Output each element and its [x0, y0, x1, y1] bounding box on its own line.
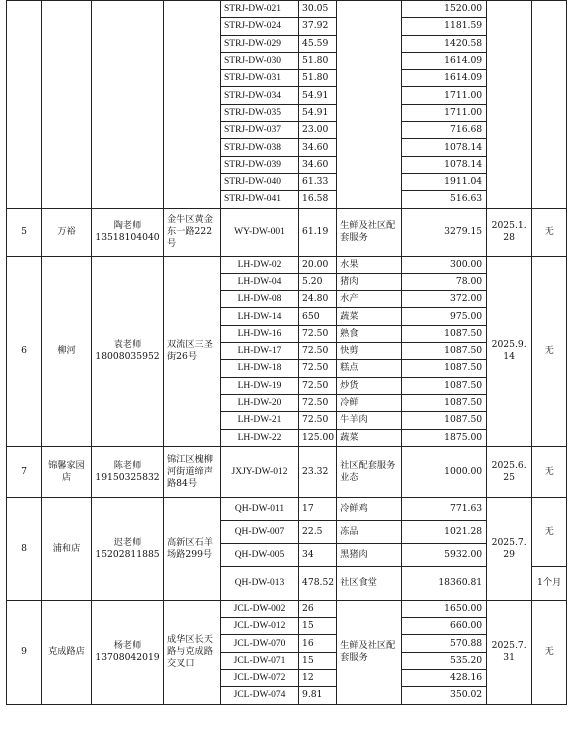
unit-area: 23.32 [299, 446, 337, 497]
unit-code: STRJ-DW-031 [221, 70, 299, 87]
store-address: 锦江区槐柳河街道缔声路84号 [164, 446, 221, 497]
rent-amount: 1087.50 [402, 325, 487, 342]
business-category: 社区食堂 [337, 566, 402, 600]
business-category: 水果 [337, 256, 402, 273]
table-row [7, 446, 567, 497]
rent-amount: 3279.15 [402, 208, 487, 256]
table-row [7, 256, 567, 273]
business-category: 冻品 [337, 520, 402, 543]
rent-amount: 570.88 [402, 635, 487, 652]
unit-code: STRJ-DW-041 [221, 191, 299, 208]
row-number: 9 [7, 600, 42, 704]
contact-cell [92, 256, 164, 446]
table-row [7, 600, 567, 617]
unit-area: 54.91 [299, 87, 337, 104]
unit-area: 125.00 [299, 429, 337, 446]
unit-code: STRJ-DW-037 [221, 122, 299, 139]
rent-amount: 535.20 [402, 652, 487, 669]
table-row [7, 208, 567, 256]
unit-code: STRJ-DW-039 [221, 156, 299, 173]
rent-free-period: 1个月 [532, 566, 567, 600]
business-category: 社区配套服务业态 [337, 446, 402, 497]
unit-code: LH-DW-17 [221, 343, 299, 360]
unit-area: 37.92 [299, 18, 337, 35]
unit-code: JCL-DW-070 [221, 635, 299, 652]
contact-cell [92, 208, 164, 256]
row-number [7, 1, 42, 209]
unit-code: JCL-DW-002 [221, 600, 299, 617]
contact-name: 杨老师 [113, 640, 142, 652]
contact-cell [92, 1, 164, 209]
business-category: 熟食 [337, 325, 402, 342]
rent-amount: 1181.59 [402, 18, 487, 35]
unit-area: 45.59 [299, 35, 337, 52]
unit-area: 23.00 [299, 122, 337, 139]
unit-code: LH-DW-08 [221, 291, 299, 308]
unit-code: STRJ-DW-030 [221, 52, 299, 69]
rent-amount: 1000.00 [402, 446, 487, 497]
unit-area: 72.50 [299, 394, 337, 411]
rent-free-period: 无 [532, 208, 567, 256]
table-row [7, 1, 567, 18]
unit-code: LH-DW-22 [221, 429, 299, 446]
rent-amount: 1650.00 [402, 600, 487, 617]
unit-area: 72.50 [299, 377, 337, 394]
unit-area: 12 [299, 670, 337, 687]
rent-amount: 1078.14 [402, 156, 487, 173]
rent-amount: 1021.28 [402, 520, 487, 543]
unit-code: JCL-DW-071 [221, 652, 299, 669]
unit-area: 16 [299, 635, 337, 652]
unit-code: QH-DW-007 [221, 520, 299, 543]
unit-area: 34.60 [299, 156, 337, 173]
rent-amount: 78.00 [402, 273, 487, 290]
contact-phone: 15202811885 [95, 548, 160, 560]
unit-area: 61.33 [299, 173, 337, 190]
unit-code: JCL-DW-012 [221, 618, 299, 635]
shop-lease-table [6, 0, 567, 705]
unit-area: 72.50 [299, 412, 337, 429]
rent-free-period: 无 [532, 600, 567, 704]
business-category: 水产 [337, 291, 402, 308]
rent-amount: 350.02 [402, 687, 487, 704]
store-name: 克成路店 [42, 600, 92, 704]
unit-area: 16.58 [299, 191, 337, 208]
contact-cell [92, 497, 164, 600]
rent-amount: 660.00 [402, 618, 487, 635]
rent-amount: 1087.50 [402, 360, 487, 377]
unit-area: 72.50 [299, 343, 337, 360]
contact-name: 陶老师 [113, 220, 142, 232]
unit-area: 17 [299, 497, 337, 520]
unit-area: 15 [299, 618, 337, 635]
table-row [7, 497, 567, 520]
rent-amount: 1711.00 [402, 104, 487, 121]
rent-amount: 1078.14 [402, 139, 487, 156]
unit-area: 478.52 [299, 566, 337, 600]
contact-name: 陈老师 [113, 459, 142, 471]
rent-amount: 1911.04 [402, 173, 487, 190]
rent-free-period: 无 [532, 446, 567, 497]
unit-area: 5.20 [299, 273, 337, 290]
rent-amount: 516.63 [402, 191, 487, 208]
unit-area: 30.05 [299, 1, 337, 18]
row-number: 6 [7, 256, 42, 446]
unit-code: STRJ-DW-029 [221, 35, 299, 52]
rent-amount: 300.00 [402, 256, 487, 273]
rent-amount: 372.00 [402, 291, 487, 308]
unit-code: QH-DW-011 [221, 497, 299, 520]
store-name: 浦和店 [42, 497, 92, 600]
business-category: 牛羊肉 [337, 412, 402, 429]
rent-amount: 771.63 [402, 497, 487, 520]
business-category: 生鲜及社区配套服务 [337, 600, 402, 704]
store-address: 高新区石羊场路299号 [164, 497, 221, 600]
rent-amount: 1087.50 [402, 412, 487, 429]
rent-amount: 1875.00 [402, 429, 487, 446]
store-name [42, 1, 92, 209]
rent-amount: 1087.50 [402, 343, 487, 360]
business-category: 蔬菜 [337, 429, 402, 446]
business-category: 蔬菜 [337, 308, 402, 325]
store-address: 双流区三圣街26号 [164, 256, 221, 446]
unit-code: JCL-DW-072 [221, 670, 299, 687]
unit-code: QH-DW-013 [221, 566, 299, 600]
rent-amount: 5932.00 [402, 543, 487, 566]
store-address: 成华区长天路与克成路交叉口 [164, 600, 221, 704]
unit-code: LH-DW-14 [221, 308, 299, 325]
business-category: 生鲜及社区配套服务 [337, 208, 402, 256]
unit-area: 34.60 [299, 139, 337, 156]
row-number: 8 [7, 497, 42, 600]
business-category: 糕点 [337, 360, 402, 377]
unit-code: JCL-DW-074 [221, 687, 299, 704]
store-address: 金牛区黄金东一路222号 [164, 208, 221, 256]
rent-amount: 1614.09 [402, 52, 487, 69]
unit-code: STRJ-DW-035 [221, 104, 299, 121]
lease-date: 2025.7.31 [487, 600, 532, 704]
store-name: 万裕 [42, 208, 92, 256]
unit-area: 26 [299, 600, 337, 617]
unit-area: 24.80 [299, 291, 337, 308]
unit-area: 15 [299, 652, 337, 669]
contact-name: 袁老师 [113, 339, 142, 351]
business-category [337, 1, 402, 209]
contact-phone: 13708042019 [95, 652, 160, 664]
contact-phone: 19150325832 [95, 471, 160, 483]
unit-area: 650 [299, 308, 337, 325]
contact-cell [92, 600, 164, 704]
business-category: 冷鲜鸡 [337, 497, 402, 520]
lease-date [487, 1, 532, 209]
rent-amount: 1711.00 [402, 87, 487, 104]
business-category: 炒货 [337, 377, 402, 394]
unit-code: LH-DW-21 [221, 412, 299, 429]
unit-code: STRJ-DW-034 [221, 87, 299, 104]
rent-free-period: 无 [532, 497, 567, 566]
store-address [164, 1, 221, 209]
unit-code: STRJ-DW-021 [221, 1, 299, 18]
lease-date: 2025.7.29 [487, 497, 532, 600]
business-category: 黑猪肉 [337, 543, 402, 566]
store-name: 锦馨家园店 [42, 446, 92, 497]
business-category: 冷鲜 [337, 394, 402, 411]
rent-amount: 716.68 [402, 122, 487, 139]
row-number: 5 [7, 208, 42, 256]
unit-code: STRJ-DW-024 [221, 18, 299, 35]
contact-phone: 13518104040 [95, 232, 160, 244]
rent-amount: 975.00 [402, 308, 487, 325]
lease-date: 2025.6.25 [487, 446, 532, 497]
document-page [6, 0, 567, 705]
unit-code: LH-DW-19 [221, 377, 299, 394]
rent-amount: 1420.58 [402, 35, 487, 52]
unit-area: 61.19 [299, 208, 337, 256]
rent-free-period [532, 1, 567, 209]
contact-name: 迟老师 [113, 536, 142, 548]
unit-code: LH-DW-16 [221, 325, 299, 342]
unit-code: LH-DW-02 [221, 256, 299, 273]
unit-area: 51.80 [299, 70, 337, 87]
unit-code: STRJ-DW-040 [221, 173, 299, 190]
business-category: 猪肉 [337, 273, 402, 290]
rent-free-period: 无 [532, 256, 567, 446]
unit-area: 22.5 [299, 520, 337, 543]
unit-code: QH-DW-005 [221, 543, 299, 566]
unit-area: 54.91 [299, 104, 337, 121]
unit-area: 51.80 [299, 52, 337, 69]
unit-code: LH-DW-04 [221, 273, 299, 290]
contact-cell [92, 446, 164, 497]
rent-amount: 1614.09 [402, 70, 487, 87]
rent-amount: 1520.00 [402, 1, 487, 18]
unit-code: WY-DW-001 [221, 208, 299, 256]
unit-code: LH-DW-18 [221, 360, 299, 377]
unit-code: LH-DW-20 [221, 394, 299, 411]
unit-area: 72.50 [299, 325, 337, 342]
store-name: 柳河 [42, 256, 92, 446]
unit-area: 34 [299, 543, 337, 566]
business-category: 快剪 [337, 343, 402, 360]
lease-date: 2025.1.28 [487, 208, 532, 256]
lease-date: 2025.9.14 [487, 256, 532, 446]
unit-area: 72.50 [299, 360, 337, 377]
row-number: 7 [7, 446, 42, 497]
rent-amount: 1087.50 [402, 394, 487, 411]
unit-area: 20.00 [299, 256, 337, 273]
rent-amount: 428.16 [402, 670, 487, 687]
unit-code: STRJ-DW-038 [221, 139, 299, 156]
contact-phone: 18008035952 [95, 351, 160, 363]
unit-area: 9.81 [299, 687, 337, 704]
rent-amount: 18360.81 [402, 566, 487, 600]
unit-code: JXJY-DW-012 [221, 446, 299, 497]
rent-amount: 1087.50 [402, 377, 487, 394]
